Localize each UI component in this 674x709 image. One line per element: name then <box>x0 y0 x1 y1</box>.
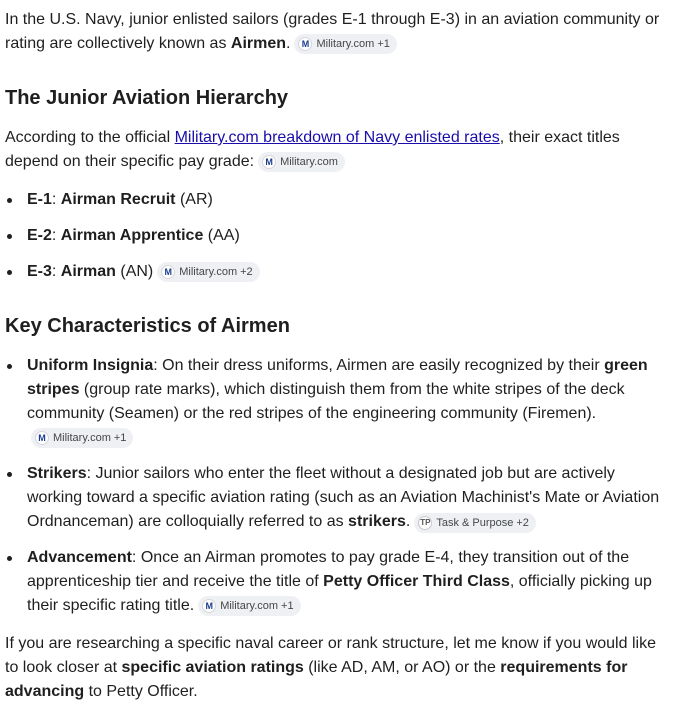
source-chip-military[interactable]: M Military.com +2 <box>157 262 259 282</box>
military-com-logo-icon: M <box>262 155 276 169</box>
outro-paragraph: If you are researching a specific naval career or rank structure, let me know if you would like to look closer at specific aviation ratings (like AD, AM, or AO) or the requirements for advancing to Petty Officer. <box>5 635 656 700</box>
list-item-uniform-insignia: Uniform Insignia: On their dress uniforms, Airmen are easily recognized by their green stripes (group rate marks), which distinguish them from the white stripes of the deck community (Seamen) or the red stripes of the engineering community (Firemen). M Military.com +1 <box>5 354 669 450</box>
grade-list <box>5 188 669 284</box>
intro-text: In the U.S. Navy, junior enlisted sailors (grades E-1 through E-3) in an aviation community or rating are collectively known as <box>5 11 660 52</box>
source-chip-military[interactable]: M Military.com +1 <box>31 428 133 448</box>
source-chip-task-purpose[interactable]: TP Task & Purpose +2 <box>414 513 536 533</box>
military-com-logo-icon: M <box>35 431 49 445</box>
source-chip-military[interactable]: M Military.com +1 <box>198 596 300 616</box>
characteristics-list <box>5 354 669 618</box>
task-purpose-logo-icon: TP <box>418 516 432 530</box>
list-item-strikers: Strikers: Junior sailors who enter the fleet without a designated job but are actively working toward a specific aviation rating (such as an Aviation Machinist's Mate or Aviation Ordnanceman) are colloquially referred to as strikers. TP Task & Purpose +2 <box>5 462 669 534</box>
military-com-logo-icon: M <box>161 265 175 279</box>
list-item-advancement: Advancement: Once an Airman promotes to pay grade E-4, they transition out of the apprenticeship tier and receive the title of Petty Officer Third Class, officially picking up their specific rating title. M Military.com +1 <box>5 546 669 618</box>
source-chip-military[interactable]: M Military.com +1 <box>294 34 396 54</box>
military-ranks-link[interactable]: Military.com breakdown of Navy enlisted rates <box>174 129 500 146</box>
section-heading-characteristics: Key Characteristics of Airmen <box>5 315 290 337</box>
section-heading-hierarchy: The Junior Aviation Hierarchy <box>5 87 289 109</box>
source-chip-military[interactable]: M Military.com <box>258 152 345 172</box>
list-item-e1: E-1: Airman Recruit (AR) <box>5 188 669 212</box>
section1-paragraph: According to the official Military.com breakdown of Navy enlisted rates, their exact titles depend on their specific pay grade: M Military.com <box>5 129 620 170</box>
military-com-logo-icon: M <box>298 37 312 51</box>
intro-bold-term: Airmen <box>230 35 287 52</box>
military-com-logo-icon: M <box>202 599 216 613</box>
intro-paragraph: In the U.S. Navy, junior enlisted sailors (grades E-1 through E-3) in an aviation community or rating are collectively known as Airmen. M Military.com +1 <box>5 11 660 52</box>
list-item-e3: E-3: Airman (AN) M Military.com +2 <box>5 260 669 284</box>
list-item-e2: E-2: Airman Apprentice (AA) <box>5 224 669 248</box>
